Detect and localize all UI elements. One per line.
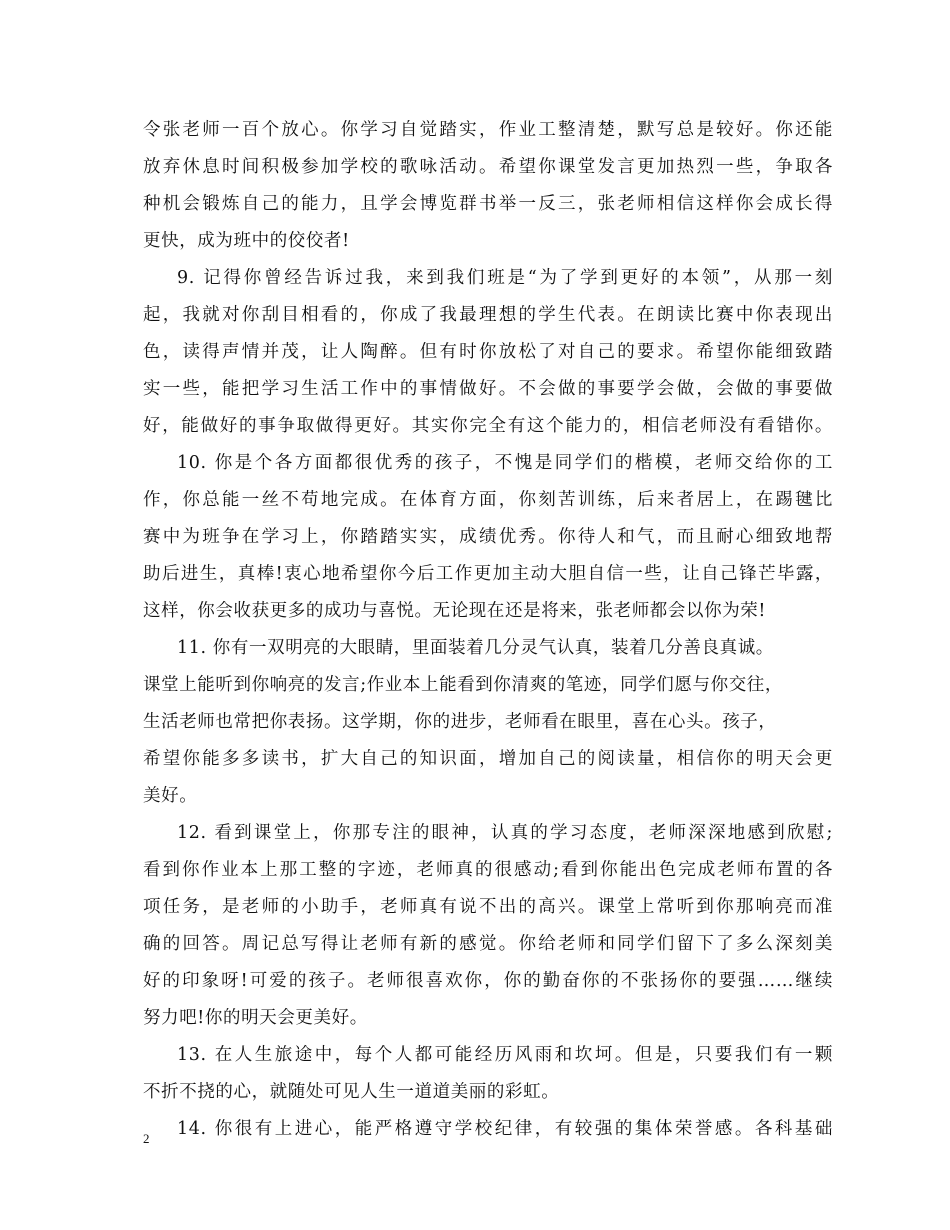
text-line: 9. 记得你曾经告诉过我，来到我们班是“为了学到更好的本领”，从那一刻: [177, 268, 833, 288]
page-number: 2: [143, 1131, 150, 1146]
text-line: 种机会锻炼自己的能力，且学会博览群书举一反三，张老师相信这样你会成长得: [143, 194, 833, 214]
paragraph-9: [143, 260, 833, 445]
text-line: 10. 你是个各方面都很优秀的孩子，不愧是同学们的楷模，老师交给你的工: [177, 453, 833, 473]
text-line: 色，读得声情并茂，让人陶醉。但有时你放松了对自己的要求。希望你能细致踏: [143, 342, 833, 362]
text-line: 起，我就对你刮目相看的，你成了我最理想的学生代表。在朗读比赛中你表现出: [143, 305, 833, 325]
text-line: 确的回答。周记总写得让老师有新的感觉。你给老师和同学们留下了多么深刻美: [143, 934, 833, 954]
paragraph-14: [143, 1111, 833, 1148]
paragraph-10: [143, 445, 833, 630]
text-line: 美好。: [143, 786, 198, 806]
text-line: 作，你总能一丝不苟地完成。在体育方面，你刻苦训练，后来者居上，在踢毽比: [143, 490, 833, 510]
paragraph-13: [143, 1037, 833, 1111]
text-line: 11. 你有一双明亮的大眼睛，里面装着几分灵气认真，装着几分善良真诚。: [177, 638, 774, 658]
text-line: 放弃休息时间积极参加学校的歌咏活动。希望你课堂发言更加热烈一些，争取各: [143, 157, 833, 177]
text-line: 13. 在人生旅途中，每个人都可能经历风雨和坎坷。但是，只要我们有一颗: [177, 1045, 833, 1065]
text-line: 课堂上能听到你响亮的发言;作业本上能看到你清爽的笔迹，同学们愿与你交往，: [143, 675, 783, 695]
text-line: 实一些，能把学习生活工作中的事情做好。不会做的事要学会做，会做的事要做: [143, 379, 833, 399]
text-line: 更快，成为班中的佼佼者!: [143, 231, 350, 251]
paragraph-11: [143, 630, 833, 815]
text-line: 好，能做好的事争取做得更好。其实你完全有这个能力的，相信老师没有看错你。: [143, 416, 833, 436]
text-line: 令张老师一百个放心。你学习自觉踏实，作业工整清楚，默写总是较好。你还能: [143, 120, 833, 140]
text-line: 希望你能多多读书，扩大自己的知识面，增加自己的阅读量，相信你的明天会更: [143, 749, 833, 769]
text-line: 生活老师也常把你表扬。这学期，你的进步，老师看在眼里，喜在心头。孩子，: [143, 712, 777, 732]
text-line: 14. 你很有上进心，能严格遵守学校纪律，有较强的集体荣誉感。各科基础: [177, 1119, 833, 1139]
text-line: 好的印象呀!可爱的孩子。老师很喜欢你，你的勤奋你的不张扬你的要强……继续: [143, 971, 833, 991]
text-line: 赛中为班争在学习上，你踏踏实实，成绩优秀。你待人和气，而且耐心细致地帮: [143, 527, 833, 547]
text-line: 助后进生，真棒!衷心地希望你今后工作更加主动大胆自信一些，让自己锋芒毕露，: [143, 564, 833, 584]
paragraph-12: [143, 815, 833, 1037]
text-line: 看到你作业本上那工整的字迹，老师真的很感动;看到你能出色完成老师布置的各: [143, 860, 833, 880]
paragraph-8-continued: [143, 112, 833, 260]
document-body: [143, 112, 833, 1148]
text-line: 12. 看到课堂上，你那专注的眼神，认真的学习态度，老师深深地感到欣慰;: [177, 823, 833, 843]
text-line: 努力吧!你的明天会更美好。: [143, 1008, 368, 1028]
text-line: 项任务，是老师的小助手，老师真有说不出的高兴。课堂上常听到你那响亮而准: [143, 897, 833, 917]
text-line: 不折不挠的心，就随处可见人生一道道美丽的彩虹。: [143, 1082, 560, 1102]
text-line: 这样，你会收获更多的成功与喜悦。无论现在还是将来，张老师都会以你为荣!: [143, 601, 767, 621]
